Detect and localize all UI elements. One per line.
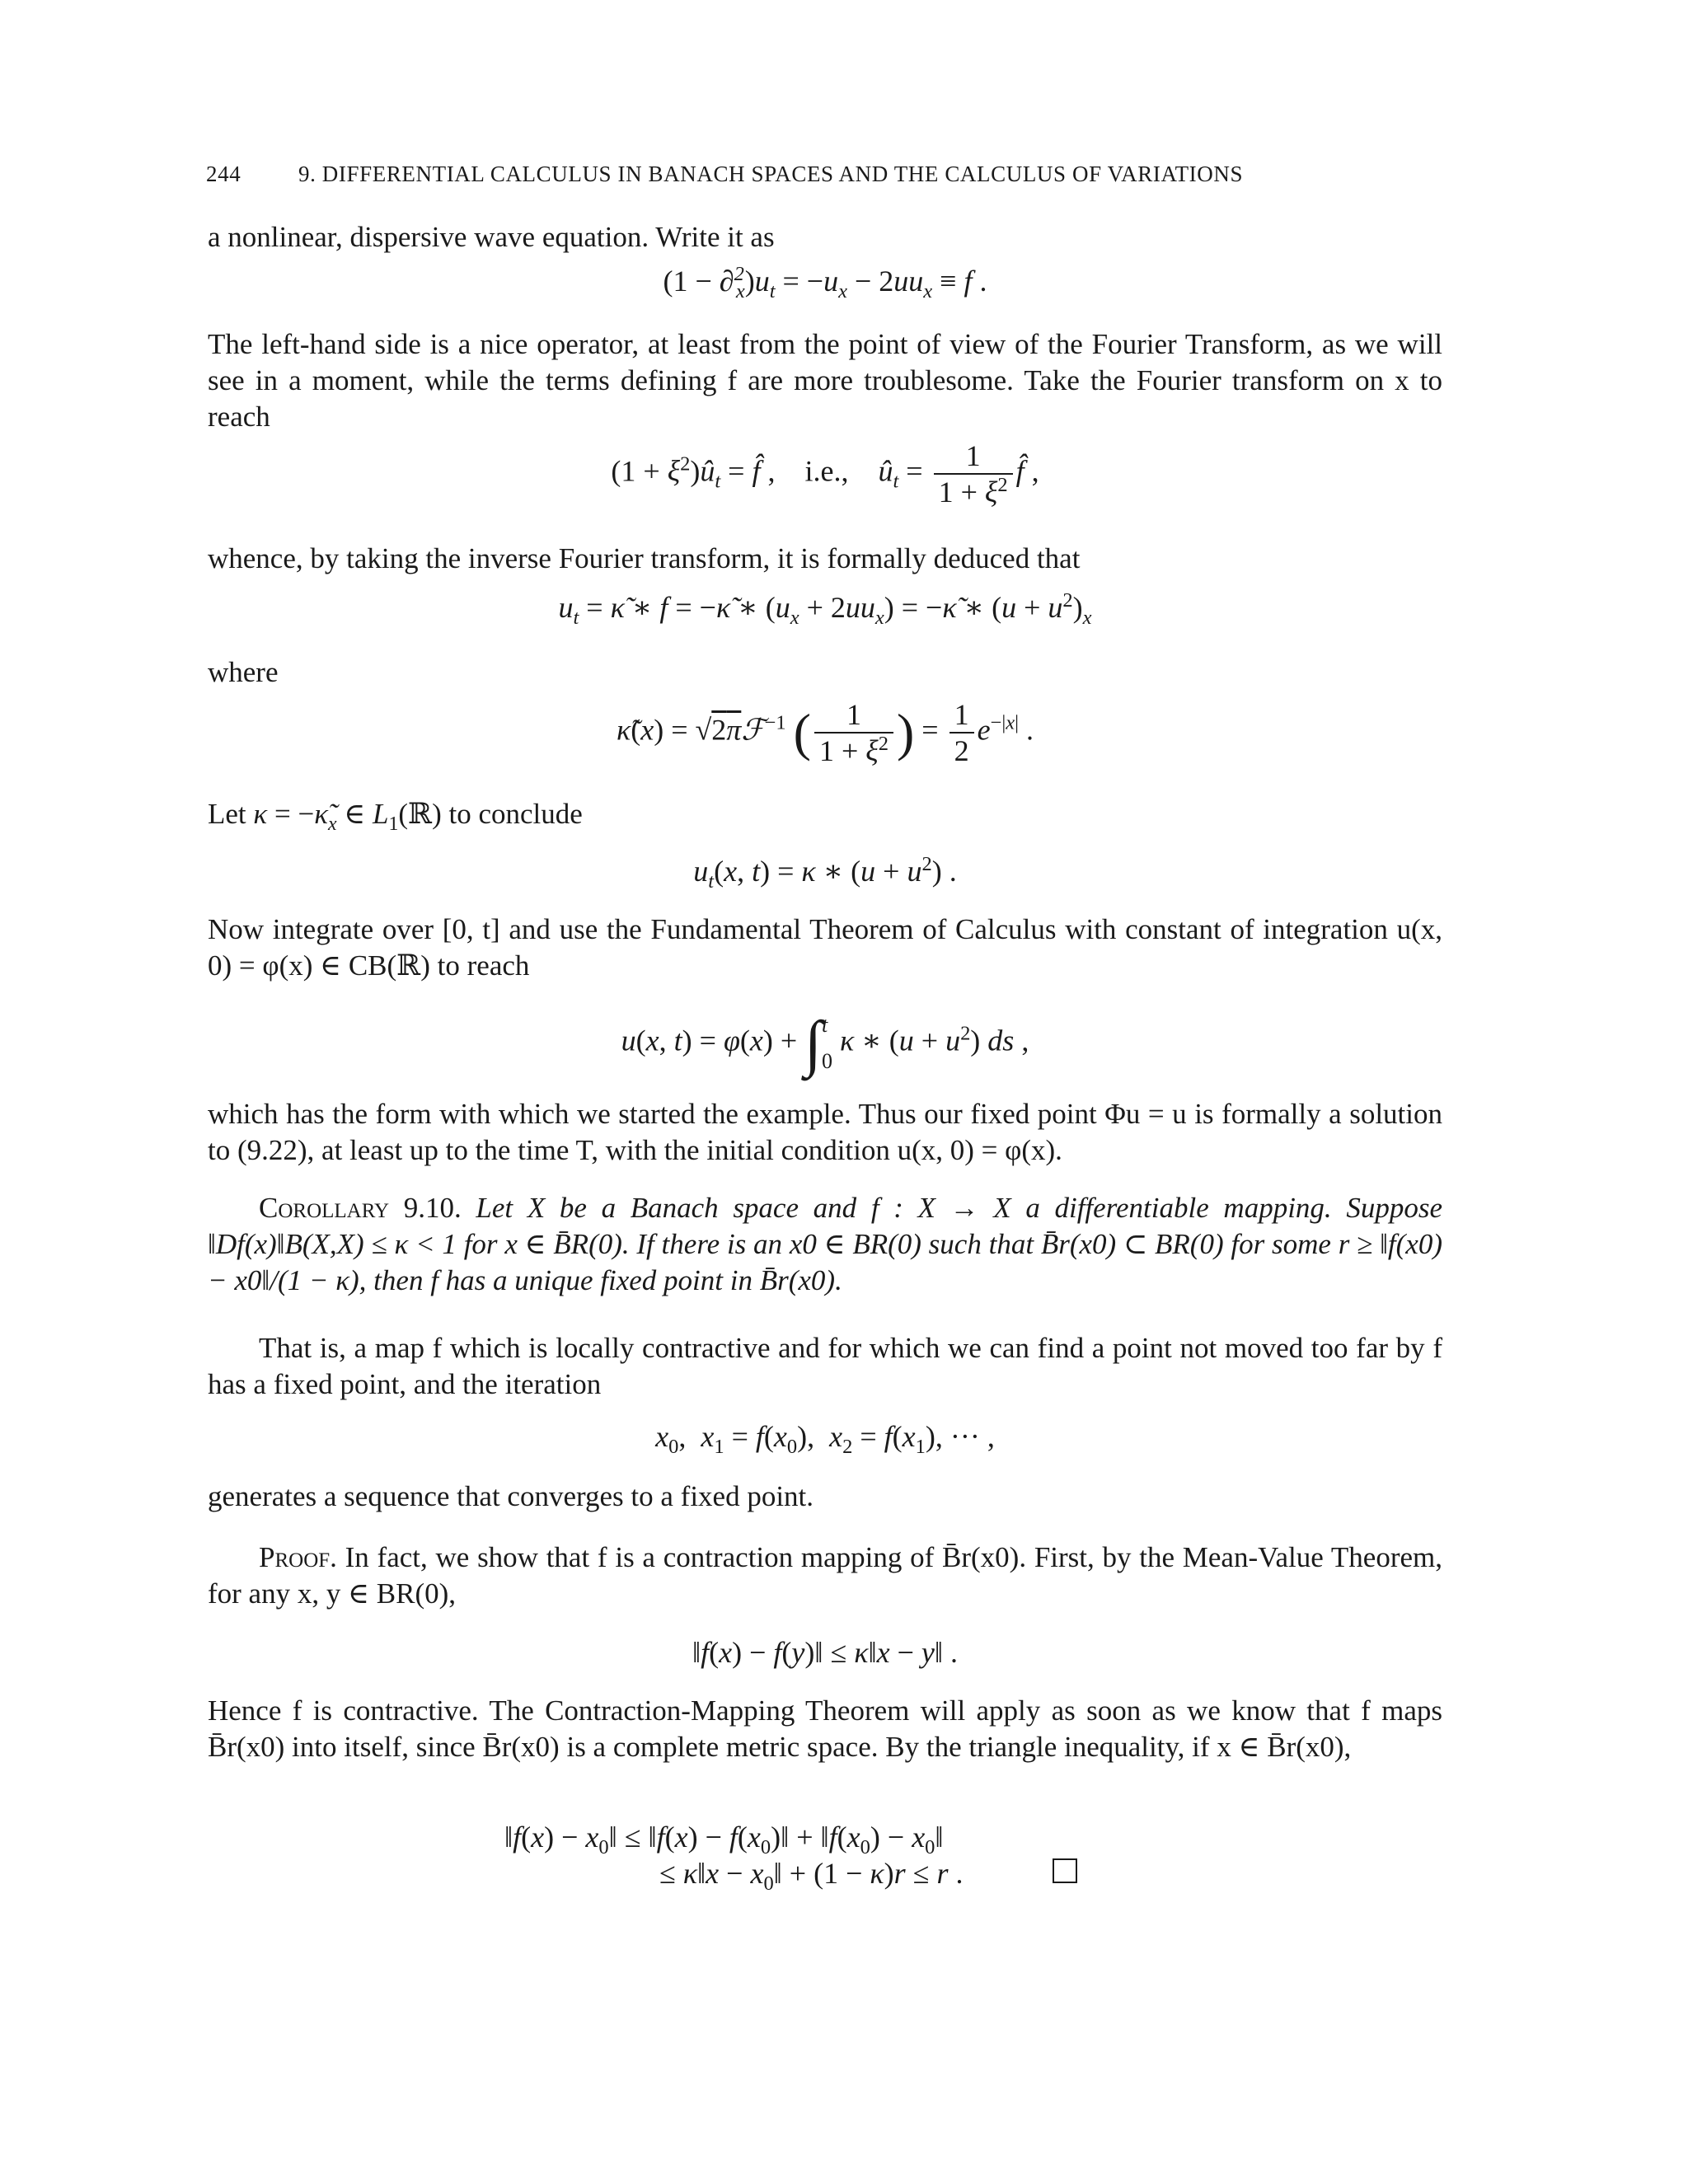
equation-mean-value: ‖f(x) − f(y)‖ ≤ κ‖x − y‖ . — [692, 1636, 959, 1669]
paragraph-intro: a nonlinear, dispersive wave equation. Write it as — [208, 221, 775, 253]
paragraph-let-kappa: Let $\kappa = -\kappã_x$ ∈ $L_1(ℝ)$ to conclude — [208, 798, 583, 835]
paragraph-hence: Hence f is contractive. The Contraction-Mapping Theorem will apply as soon as we know that f maps B̄r(x0) into itself, since B̄r(x0) is a complete metric space. By the triangle inequality, if x ∈ B̄r(x0), — [208, 1694, 1442, 1763]
equation-triangle-line2: ≤ κ‖x − $x_0‖ + (1 - \kappa)r \le r$ . — [659, 1856, 1401, 1891]
proof-body: In fact, we show that f is a contraction mapping of B̄r(x0). First, by the Mean-Value Theorem, for any x, y ∈ BR(0), — [208, 1541, 1443, 1610]
equation-fourier-transform: $(1 + \xi^2)û_t$ = f̂ , i.e., $û_t$ = $\frac{1}{1 + \xi^2}$ f̂ , — [611, 439, 1039, 509]
paragraph-map-contractive: That is, a map f which is locally contractive and for which we can find a point not moved too far by f has a fixed point, and the iteration — [208, 1332, 1442, 1400]
corollary-9-10 — [208, 1190, 1442, 1299]
paragraph-inverse: whence, by taking the inverse Fourier transform, it is formally deduced that — [208, 542, 1081, 574]
qed-box — [1053, 1858, 1077, 1883]
corollary-label: Corollary 9.10. — [259, 1192, 462, 1224]
proof-label: Proof. — [259, 1541, 337, 1573]
equation-ut: $u_t(x$, t) = κ ∗ $(u + u^2)$ . — [693, 853, 957, 893]
equation-kernel: κ̃(x) = √2πℱ$^{-1}$ ( $\frac{1}{1 + \xi^2}$ ) = $\frac{1}{2}$ $e^{-|x|}$ . — [616, 698, 1034, 767]
equation-wave: $(1 - \partial^2_x)u_t = -u_x - 2uu_x \equiv f$ . — [663, 263, 987, 303]
equation-iteration: $x_0$, $x_1 = f(x_0)$, $x_2 = f(x_1)$, ··· , — [655, 1420, 995, 1459]
running-head: 9. DIFFERENTIAL CALCULUS IN BANACH SPACES AND THE CALCULUS OF VARIATIONS — [298, 162, 1244, 186]
paragraph-fixed-point: which has the form with which we started the example. Thus our fixed point Φu = u is formally a solution to (9.22), at least up to the time T, with the initial condition u(x, 0) = φ(x). — [208, 1098, 1442, 1166]
paragraph-fourier: The left-hand side is a nice operator, at least from the point of view of the Fourier Transform, as we will see in a moment, while the terms defining f are more troublesome. Take the Fourier transform on x to reach — [208, 328, 1442, 433]
fraction-one-over-xi: $\frac{1}{1 + \xi^2}$ — [934, 438, 1013, 509]
paragraph-where: where — [208, 656, 279, 688]
corollary-body: Let X be a Banach space and f : X → X a differentiable mapping. Suppose ‖Df(x)‖B(X,X) ≤ κ < 1 for x ∈ B̄R(0). If there is an x0 ∈ BR(0) such that B̄r(x0) ⊂ BR(0) for some r ≥ ‖f(x0) − x0‖/(1 − κ), then f has a unique fixed point in B̄r(x0). — [208, 1192, 1443, 1296]
paragraph-generates: generates a sequence that converges to a fixed point. — [208, 1480, 814, 1512]
page-number: 244 — [206, 162, 241, 186]
equation-convolution: $u_t$ = κ̃ ∗ f = −κ̃ ∗ $(u_x + 2uu_x)$ = −κ̃ ∗ $(u + u^2)_x$ — [558, 589, 1092, 630]
equation-integral: u(x, t) = φ(x) + ∫ t 0 κ ∗ $(u + u^2)$ ds , — [621, 1009, 1029, 1078]
proof — [208, 1540, 1442, 1612]
paragraph-integrate: Now integrate over [0, t] and use the Fundamental Theorem of Calculus with constant of integration u(x, 0) = φ(x) ∈ CB(ℝ) to reach — [208, 913, 1442, 982]
page-header — [206, 162, 1442, 194]
equation-triangle-line1: ‖f(x) − $x_0‖$ ≤ ‖f(x) − $f(x_0)‖$ + $‖f(x_0)$ − $x_0‖$ — [504, 1821, 944, 1859]
